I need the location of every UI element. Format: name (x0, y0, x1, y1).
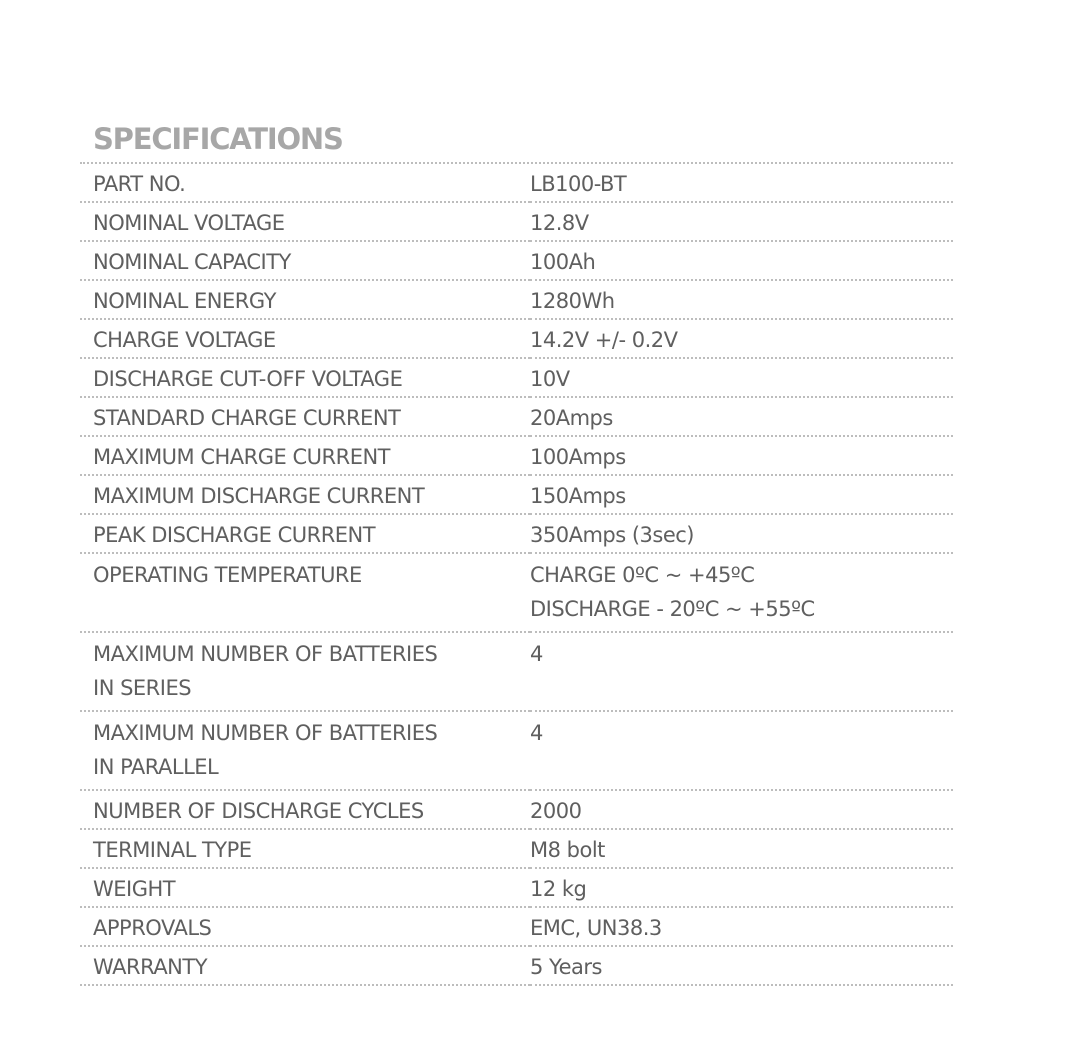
spec-value: 14.2V +/- 0.2V (530, 319, 953, 358)
spec-row-warranty (80, 946, 953, 985)
spec-label: CHARGE VOLTAGE (80, 319, 530, 358)
spec-row-nominal-voltage (80, 202, 953, 241)
spec-row-charge-voltage (80, 319, 953, 358)
spec-row-operating-temperature (80, 553, 953, 632)
spec-value: 12.8V (530, 202, 953, 241)
spec-label: APPROVALS (80, 907, 530, 946)
spec-value-line: DISCHARGE - 20ºC ~ +55ºC (530, 597, 815, 621)
spec-label: DISCHARGE CUT-OFF VOLTAGE (80, 358, 530, 397)
spec-label: WARRANTY (80, 946, 530, 985)
spec-value: 100Ah (530, 241, 953, 280)
spec-value: 350Amps (3sec) (530, 514, 953, 553)
spec-label: STANDARD CHARGE CURRENT (80, 397, 530, 436)
spec-label: NOMINAL CAPACITY (80, 241, 530, 280)
spec-row-maximum-discharge-current (80, 475, 953, 514)
spec-label: OPERATING TEMPERATURE (80, 553, 530, 632)
spec-label-line: IN PARALLEL (93, 755, 219, 779)
spec-row-discharge-cutoff-voltage (80, 358, 953, 397)
spec-label: NUMBER OF DISCHARGE CYCLES (80, 790, 530, 829)
spec-label-line: MAXIMUM NUMBER OF BATTERIES (93, 642, 438, 666)
spec-row-maximum-charge-current (80, 436, 953, 475)
spec-label: TERMINAL TYPE (80, 829, 530, 868)
spec-label: NOMINAL VOLTAGE (80, 202, 530, 241)
spec-value-line: CHARGE 0ºC ~ +45ºC (530, 563, 755, 587)
specifications-sheet (80, 118, 953, 986)
spec-value: 150Amps (530, 475, 953, 514)
spec-value: 1280Wh (530, 280, 953, 319)
spec-label: PEAK DISCHARGE CURRENT (80, 514, 530, 553)
spec-row-part-no (80, 164, 953, 202)
spec-label: NOMINAL ENERGY (80, 280, 530, 319)
spec-row-weight (80, 868, 953, 907)
spec-value: 12 kg (530, 868, 953, 907)
spec-label: WEIGHT (80, 868, 530, 907)
spec-row-max-batteries-parallel (80, 711, 953, 790)
spec-value (530, 553, 953, 632)
spec-label-line: IN SERIES (93, 676, 192, 700)
spec-label (80, 632, 530, 711)
spec-value: 4 (530, 711, 953, 790)
spec-label: MAXIMUM DISCHARGE CURRENT (80, 475, 530, 514)
spec-row-discharge-cycles (80, 790, 953, 829)
spec-label: MAXIMUM CHARGE CURRENT (80, 436, 530, 475)
specifications-heading: SPECIFICATIONS (80, 118, 953, 164)
spec-value: 5 Years (530, 946, 953, 985)
spec-label (80, 711, 530, 790)
spec-value: EMC, UN38.3 (530, 907, 953, 946)
spec-row-max-batteries-series (80, 632, 953, 711)
spec-value: 20Amps (530, 397, 953, 436)
spec-row-nominal-capacity (80, 241, 953, 280)
spec-row-approvals (80, 907, 953, 946)
spec-label-line: MAXIMUM NUMBER OF BATTERIES (93, 721, 438, 745)
spec-row-terminal-type (80, 829, 953, 868)
specifications-table (80, 164, 953, 986)
spec-row-standard-charge-current (80, 397, 953, 436)
spec-row-nominal-energy (80, 280, 953, 319)
spec-value: 4 (530, 632, 953, 711)
spec-value: M8 bolt (530, 829, 953, 868)
spec-label: PART NO. (80, 164, 530, 202)
spec-value: 10V (530, 358, 953, 397)
spec-value: LB100-BT (530, 164, 953, 202)
spec-row-peak-discharge-current (80, 514, 953, 553)
spec-value: 2000 (530, 790, 953, 829)
spec-value: 100Amps (530, 436, 953, 475)
